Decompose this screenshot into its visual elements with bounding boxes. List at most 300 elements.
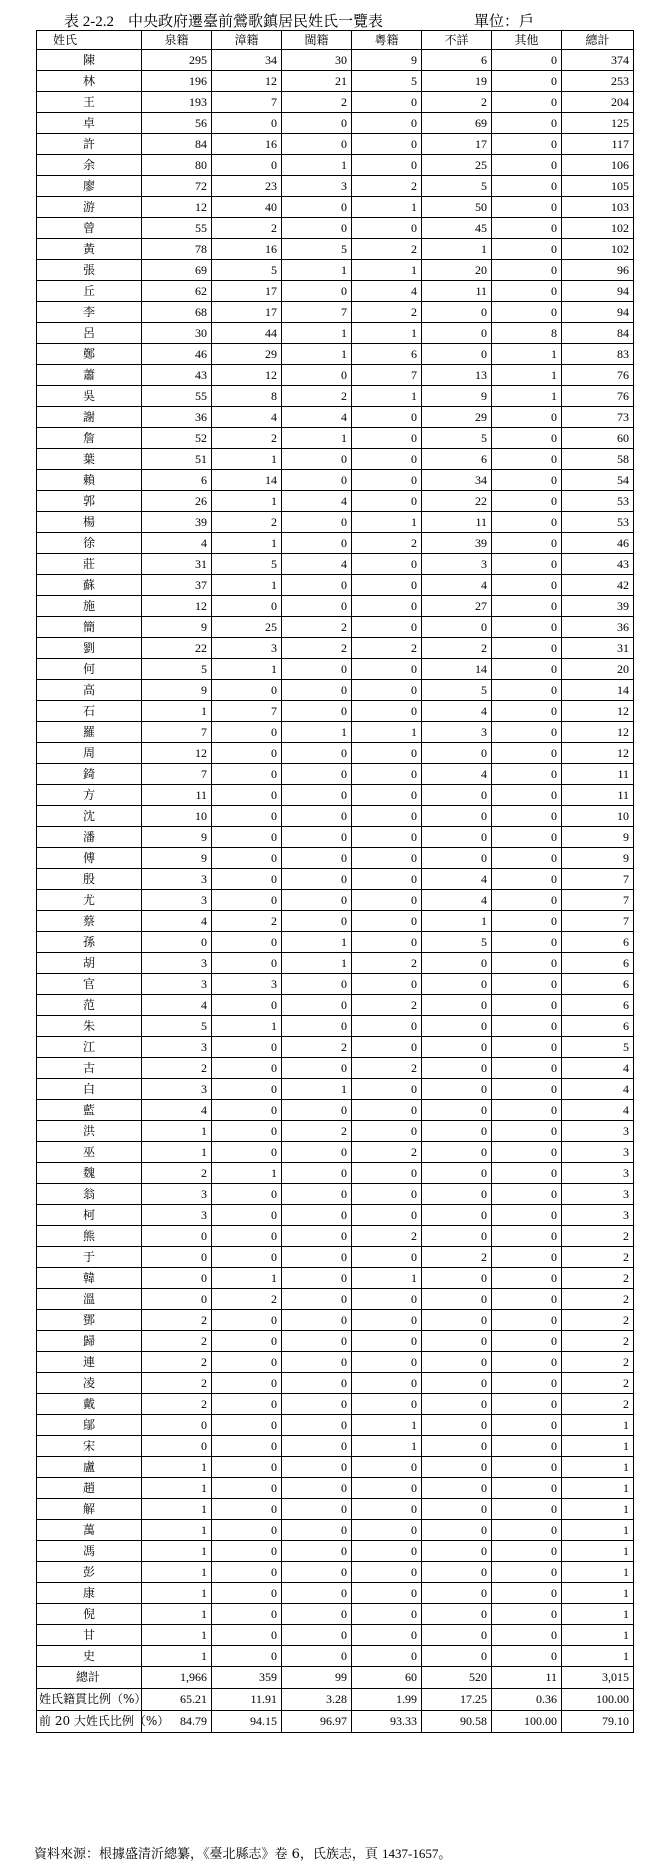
value-cell: 0 [212, 1415, 282, 1436]
value-cell: 1 [142, 1541, 212, 1562]
value-cell: 0 [352, 680, 422, 701]
table-row [37, 701, 634, 722]
value-cell: 0 [352, 974, 422, 995]
table-row [37, 1247, 634, 1268]
value-cell: 0 [492, 134, 562, 155]
table-row [37, 1184, 634, 1205]
value-cell: 0 [142, 932, 212, 953]
value-cell: 3 [142, 974, 212, 995]
value-cell: 0 [422, 974, 492, 995]
value-cell: 0 [492, 1310, 562, 1331]
source-note [34, 1843, 451, 1862]
value-cell: 0 [282, 1646, 352, 1667]
surname-cell: 蘇 [37, 575, 142, 596]
value-cell: 1 [282, 953, 352, 974]
summary-value: 93.33 [352, 1711, 422, 1733]
value-cell: 1 [352, 260, 422, 281]
value-cell: 2 [352, 638, 422, 659]
surname-cell: 蔡 [37, 911, 142, 932]
value-cell: 103 [562, 197, 634, 218]
value-cell: 0 [422, 1268, 492, 1289]
value-cell: 0 [282, 218, 352, 239]
value-cell: 0 [422, 1121, 492, 1142]
value-cell: 7 [142, 722, 212, 743]
value-cell: 21 [282, 71, 352, 92]
table-row [37, 1079, 634, 1100]
value-cell: 0 [352, 1478, 422, 1499]
surname-cell: 余 [37, 155, 142, 176]
value-cell: 94 [562, 281, 634, 302]
value-cell: 0 [212, 1604, 282, 1625]
value-cell: 3 [212, 638, 282, 659]
summary-value: 65.21 [142, 1689, 212, 1711]
surname-cell: 鄧 [37, 1310, 142, 1331]
value-cell: 43 [562, 554, 634, 575]
table-row [37, 134, 634, 155]
value-cell: 0 [422, 1604, 492, 1625]
value-cell: 0 [212, 1310, 282, 1331]
surname-cell: 潘 [37, 827, 142, 848]
surname-cell: 羅 [37, 722, 142, 743]
value-cell: 295 [142, 50, 212, 71]
value-cell: 0 [282, 848, 352, 869]
value-cell: 0 [282, 1541, 352, 1562]
value-cell: 0 [422, 995, 492, 1016]
value-cell: 1 [352, 323, 422, 344]
surname-cell: 楊 [37, 512, 142, 533]
value-cell: 2 [422, 1247, 492, 1268]
value-cell: 0 [352, 134, 422, 155]
value-cell: 1 [282, 344, 352, 365]
value-cell: 102 [562, 218, 634, 239]
table-row [37, 470, 634, 491]
value-cell: 0 [422, 1457, 492, 1478]
value-cell: 0 [352, 785, 422, 806]
value-cell: 1 [282, 1079, 352, 1100]
value-cell: 1 [142, 1520, 212, 1541]
value-cell: 40 [212, 197, 282, 218]
surname-cell: 徐 [37, 533, 142, 554]
value-cell: 46 [142, 344, 212, 365]
value-cell: 44 [212, 323, 282, 344]
surname-cell: 呂 [37, 323, 142, 344]
value-cell: 30 [142, 323, 212, 344]
table-row [37, 533, 634, 554]
value-cell: 0 [282, 1415, 352, 1436]
value-cell: 0 [282, 806, 352, 827]
value-cell: 0 [352, 1583, 422, 1604]
value-cell: 0 [492, 449, 562, 470]
value-cell: 0 [282, 449, 352, 470]
value-cell: 0 [282, 659, 352, 680]
value-cell: 5 [352, 71, 422, 92]
value-cell: 78 [142, 239, 212, 260]
value-cell: 0 [282, 974, 352, 995]
value-cell: 0 [492, 1289, 562, 1310]
surname-cell: 莊 [37, 554, 142, 575]
table-row [37, 848, 634, 869]
value-cell: 0 [282, 1205, 352, 1226]
value-cell: 0 [212, 1037, 282, 1058]
value-cell: 17 [422, 134, 492, 155]
value-cell: 0 [352, 491, 422, 512]
value-cell: 2 [282, 1121, 352, 1142]
value-cell: 53 [562, 512, 634, 533]
table-row [37, 575, 634, 596]
value-cell: 2 [142, 1331, 212, 1352]
table-row [37, 1142, 634, 1163]
value-cell: 0 [212, 995, 282, 1016]
value-cell: 2 [212, 512, 282, 533]
value-cell: 0 [422, 1184, 492, 1205]
table-row [37, 869, 634, 890]
surname-cell: 周 [37, 743, 142, 764]
value-cell: 0 [492, 1646, 562, 1667]
surname-cell: 魏 [37, 1163, 142, 1184]
value-cell: 9 [142, 680, 212, 701]
value-cell: 1 [282, 323, 352, 344]
value-cell: 60 [562, 428, 634, 449]
value-cell: 0 [352, 92, 422, 113]
value-cell: 69 [142, 260, 212, 281]
value-cell: 14 [562, 680, 634, 701]
value-cell: 0 [142, 1289, 212, 1310]
surname-cell: 朱 [37, 1016, 142, 1037]
value-cell: 0 [422, 1646, 492, 1667]
value-cell: 6 [562, 1016, 634, 1037]
value-cell: 0 [212, 1331, 282, 1352]
value-cell: 0 [212, 806, 282, 827]
value-cell: 0 [212, 953, 282, 974]
summary-label: 姓氏籍貫比例（%） [37, 1689, 142, 1711]
value-cell: 0 [492, 1415, 562, 1436]
value-cell: 30 [282, 50, 352, 71]
value-cell: 0 [492, 890, 562, 911]
value-cell: 0 [212, 1142, 282, 1163]
table-row [37, 1205, 634, 1226]
value-cell: 1 [352, 1268, 422, 1289]
value-cell: 39 [142, 512, 212, 533]
surname-cell: 翁 [37, 1184, 142, 1205]
value-cell: 105 [562, 176, 634, 197]
table-row [37, 1394, 634, 1415]
surname-cell: 馮 [37, 1541, 142, 1562]
value-cell: 0 [212, 1457, 282, 1478]
value-cell: 0 [352, 1121, 422, 1142]
value-cell: 0 [352, 743, 422, 764]
value-cell: 1 [562, 1541, 634, 1562]
value-cell: 3 [142, 1184, 212, 1205]
value-cell: 0 [282, 827, 352, 848]
value-cell: 6 [422, 50, 492, 71]
value-cell: 0 [282, 890, 352, 911]
surname-cell: 許 [37, 134, 142, 155]
value-cell: 2 [142, 1058, 212, 1079]
value-cell: 1 [142, 1583, 212, 1604]
surname-cell: 孫 [37, 932, 142, 953]
value-cell: 0 [282, 1331, 352, 1352]
value-cell: 34 [212, 50, 282, 71]
header-cell: 閩籍 [282, 31, 352, 50]
surname-cell: 盧 [37, 1457, 142, 1478]
value-cell: 0 [282, 512, 352, 533]
surname-cell: 趙 [37, 1478, 142, 1499]
value-cell: 0 [422, 1037, 492, 1058]
value-cell: 6 [422, 449, 492, 470]
surname-cell: 萬 [37, 1520, 142, 1541]
value-cell: 0 [422, 1478, 492, 1499]
source-prefix: 資料來源：根據盛清沂總纂，《臺北縣志》卷 6，氏族志，頁 [34, 1847, 383, 1862]
value-cell: 0 [492, 764, 562, 785]
surname-cell: 宋 [37, 1436, 142, 1457]
value-cell: 4 [562, 1100, 634, 1121]
table-row [37, 1310, 634, 1331]
value-cell: 0 [422, 1205, 492, 1226]
value-cell: 12 [142, 596, 212, 617]
value-cell: 2 [562, 1373, 634, 1394]
value-cell: 0 [212, 1373, 282, 1394]
surname-cell: 李 [37, 302, 142, 323]
value-cell: 1 [212, 1016, 282, 1037]
value-cell: 0 [282, 701, 352, 722]
header-cell: 其他 [492, 31, 562, 50]
value-cell: 102 [562, 239, 634, 260]
value-cell: 3 [142, 890, 212, 911]
table-row [37, 953, 634, 974]
value-cell: 3 [562, 1142, 634, 1163]
table-row [37, 92, 634, 113]
value-cell: 2 [352, 533, 422, 554]
surname-cell: 蕭 [37, 365, 142, 386]
value-cell: 2 [562, 1268, 634, 1289]
value-cell: 0 [282, 197, 352, 218]
value-cell: 0 [492, 92, 562, 113]
value-cell: 9 [562, 848, 634, 869]
value-cell: 0 [422, 806, 492, 827]
value-cell: 1 [282, 155, 352, 176]
value-cell: 1 [422, 239, 492, 260]
table-row [37, 491, 634, 512]
surname-cell: 張 [37, 260, 142, 281]
value-cell: 4 [422, 764, 492, 785]
value-cell: 1 [142, 1457, 212, 1478]
value-cell: 58 [562, 449, 634, 470]
value-cell: 0 [352, 1520, 422, 1541]
value-cell: 2 [562, 1331, 634, 1352]
value-cell: 0 [422, 1436, 492, 1457]
value-cell: 0 [212, 1646, 282, 1667]
value-cell: 3 [282, 176, 352, 197]
value-cell: 45 [422, 218, 492, 239]
value-cell: 0 [492, 176, 562, 197]
value-cell: 31 [562, 638, 634, 659]
value-cell: 11 [422, 281, 492, 302]
value-cell: 0 [212, 722, 282, 743]
value-cell: 0 [352, 827, 422, 848]
value-cell: 94 [562, 302, 634, 323]
value-cell: 0 [492, 659, 562, 680]
value-cell: 0 [212, 1058, 282, 1079]
value-cell: 0 [492, 827, 562, 848]
value-cell: 4 [142, 995, 212, 1016]
value-cell: 0 [492, 785, 562, 806]
value-cell: 2 [282, 1037, 352, 1058]
value-cell: 0 [492, 197, 562, 218]
value-cell: 0 [492, 1142, 562, 1163]
surname-table [36, 30, 634, 1733]
value-cell: 2 [562, 1247, 634, 1268]
surname-cell: 方 [37, 785, 142, 806]
value-cell: 4 [282, 407, 352, 428]
summary-value: 359 [212, 1667, 282, 1689]
value-cell: 0 [422, 1415, 492, 1436]
surname-cell: 錡 [37, 764, 142, 785]
value-cell: 0 [422, 1142, 492, 1163]
surname-cell: 歸 [37, 1331, 142, 1352]
surname-cell: 洪 [37, 1121, 142, 1142]
value-cell: 0 [212, 743, 282, 764]
value-cell: 4 [562, 1079, 634, 1100]
table-row [37, 1226, 634, 1247]
surname-cell: 謝 [37, 407, 142, 428]
value-cell: 0 [282, 1184, 352, 1205]
table-row [37, 1499, 634, 1520]
value-cell: 2 [212, 428, 282, 449]
value-cell: 12 [212, 365, 282, 386]
value-cell: 54 [562, 470, 634, 491]
value-cell: 0 [492, 722, 562, 743]
value-cell: 69 [422, 113, 492, 134]
value-cell: 1 [142, 1625, 212, 1646]
table-row [37, 911, 634, 932]
value-cell: 0 [352, 1079, 422, 1100]
value-cell: 0 [492, 260, 562, 281]
value-cell: 7 [212, 92, 282, 113]
value-cell: 0 [422, 1100, 492, 1121]
value-cell: 10 [142, 806, 212, 827]
header-cell: 泉籍 [142, 31, 212, 50]
value-cell: 9 [142, 617, 212, 638]
value-cell: 0 [422, 1625, 492, 1646]
value-cell: 12 [562, 743, 634, 764]
value-cell: 0 [422, 1583, 492, 1604]
value-cell: 1 [352, 512, 422, 533]
value-cell: 0 [492, 1436, 562, 1457]
surname-cell: 殷 [37, 869, 142, 890]
surname-cell: 熊 [37, 1226, 142, 1247]
value-cell: 39 [422, 533, 492, 554]
value-cell: 0 [282, 365, 352, 386]
value-cell: 0 [352, 1016, 422, 1037]
value-cell: 1 [562, 1625, 634, 1646]
source-pages: 1437-1657 [382, 1846, 439, 1861]
value-cell: 0 [422, 1352, 492, 1373]
value-cell: 0 [352, 764, 422, 785]
value-cell: 0 [352, 407, 422, 428]
value-cell: 0 [492, 1163, 562, 1184]
table-row [37, 281, 634, 302]
value-cell: 1 [212, 1163, 282, 1184]
value-cell: 1 [352, 1415, 422, 1436]
value-cell: 0 [492, 407, 562, 428]
value-cell: 2 [562, 1226, 634, 1247]
value-cell: 7 [142, 764, 212, 785]
value-cell: 0 [352, 1163, 422, 1184]
value-cell: 3 [142, 953, 212, 974]
value-cell: 0 [422, 1163, 492, 1184]
table-row [37, 71, 634, 92]
value-cell: 2 [352, 995, 422, 1016]
value-cell: 0 [352, 932, 422, 953]
value-cell: 0 [492, 71, 562, 92]
value-cell: 0 [492, 1100, 562, 1121]
header-row [37, 31, 634, 50]
value-cell: 0 [492, 596, 562, 617]
value-cell: 5 [422, 932, 492, 953]
table-row [37, 617, 634, 638]
table-row [37, 260, 634, 281]
value-cell: 0 [492, 1247, 562, 1268]
value-cell: 0 [142, 1247, 212, 1268]
value-cell: 0 [492, 1625, 562, 1646]
value-cell: 0 [422, 1079, 492, 1100]
value-cell: 0 [282, 1625, 352, 1646]
value-cell: 0 [492, 533, 562, 554]
value-cell: 11 [422, 512, 492, 533]
summary-label: 總計 [37, 1667, 142, 1689]
value-cell: 0 [282, 1268, 352, 1289]
surname-cell: 葉 [37, 449, 142, 470]
value-cell: 9 [422, 386, 492, 407]
value-cell: 80 [142, 155, 212, 176]
value-cell: 0 [212, 1499, 282, 1520]
value-cell: 10 [562, 806, 634, 827]
value-cell: 5 [422, 176, 492, 197]
value-cell: 0 [352, 659, 422, 680]
value-cell: 0 [352, 1604, 422, 1625]
value-cell: 2 [282, 617, 352, 638]
value-cell: 5 [142, 659, 212, 680]
table-row [37, 1562, 634, 1583]
value-cell: 4 [142, 911, 212, 932]
value-cell: 2 [212, 1289, 282, 1310]
value-cell: 0 [282, 1016, 352, 1037]
value-cell: 2 [352, 302, 422, 323]
value-cell: 1 [492, 386, 562, 407]
value-cell: 0 [352, 1247, 422, 1268]
table-row [37, 638, 634, 659]
value-cell: 0 [352, 1289, 422, 1310]
value-cell: 0 [492, 995, 562, 1016]
value-cell: 11 [562, 764, 634, 785]
value-cell: 62 [142, 281, 212, 302]
value-cell: 0 [142, 1268, 212, 1289]
value-cell: 0 [282, 743, 352, 764]
surname-cell: 胡 [37, 953, 142, 974]
value-cell: 0 [282, 1310, 352, 1331]
value-cell: 0 [142, 1436, 212, 1457]
value-cell: 4 [212, 407, 282, 428]
table-row [37, 365, 634, 386]
value-cell: 1 [212, 533, 282, 554]
value-cell: 51 [142, 449, 212, 470]
value-cell: 4 [422, 575, 492, 596]
value-cell: 0 [492, 554, 562, 575]
value-cell: 2 [212, 911, 282, 932]
table-row [37, 1100, 634, 1121]
table-row [37, 218, 634, 239]
value-cell: 1 [212, 575, 282, 596]
